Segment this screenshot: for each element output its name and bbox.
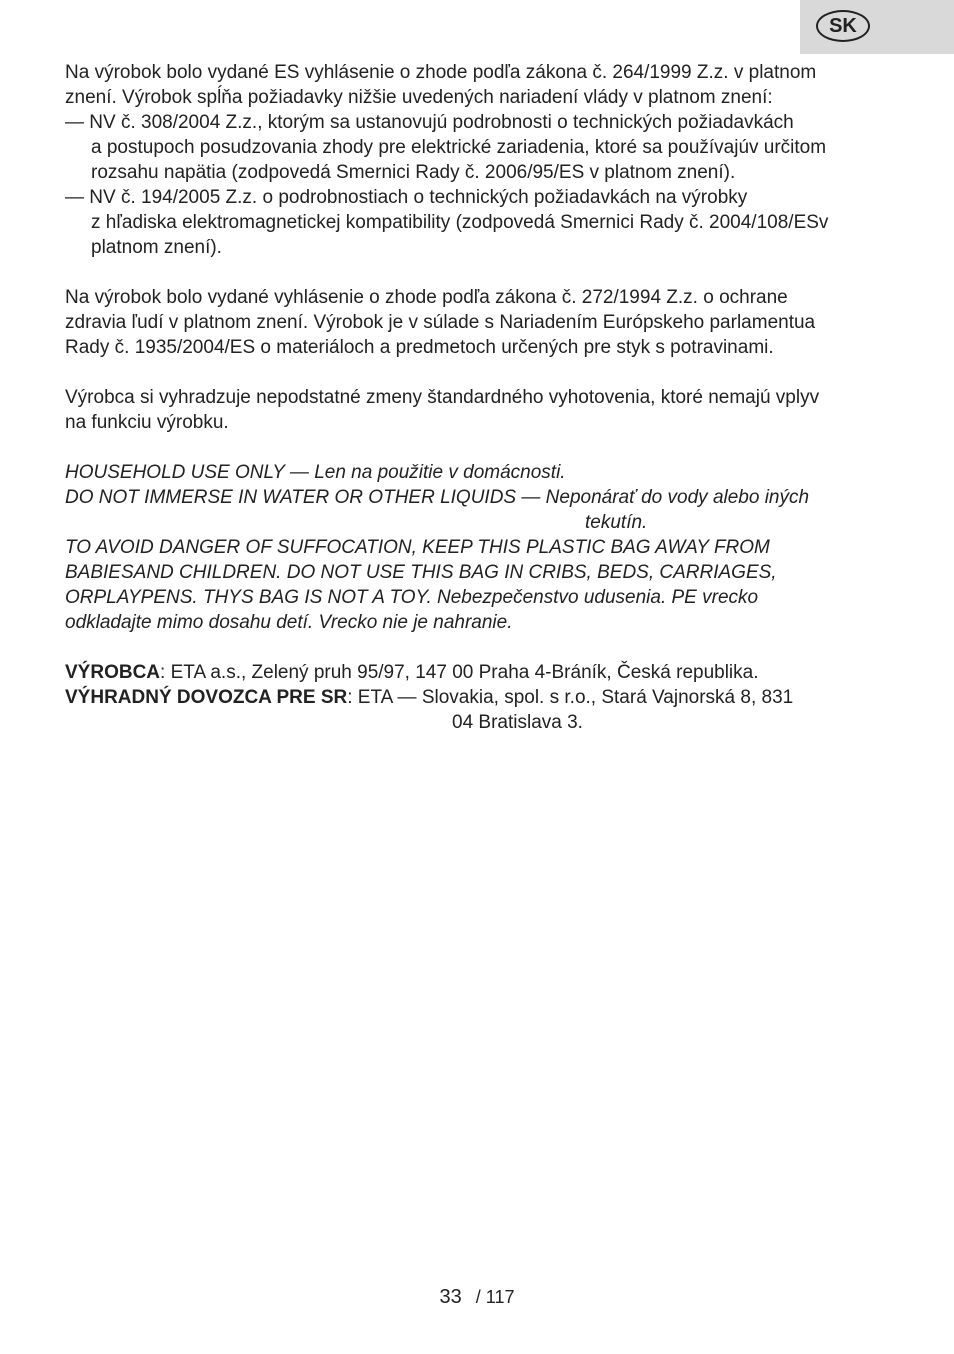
health-paragraph <box>65 285 895 360</box>
text-line: z hľadiska elektromagnetickej kompatibility (zodpovedá Smernici Rady č. 2004/108/ESv <box>91 212 829 233</box>
warnings-paragraph <box>65 460 895 635</box>
text-line: ORPLAYPENS. THYS BAG IS NOT A TOY. Nebezpečenstvo udusenia. PE vrecko <box>65 587 759 608</box>
text-line: zdravia ľudí v platnom znení. Výrobok je v súlade s Nariadením Európskeho parlamentua <box>65 312 816 333</box>
text-line: rozsahu napätia (zodpovedá Smernici Rady č. 2006/95/ES v platnom znení). <box>91 162 736 183</box>
importer-value-continued: 04 Bratislava 3. <box>452 712 583 733</box>
manufacturer-value: : ETA a.s., Zelený pruh 95/97, 147 00 Praha 4-Bráník, Česká republika. <box>160 662 759 683</box>
text-line: Výrobca si vyhradzuje nepodstatné zmeny štandardného vyhotovenia, ktoré nemajú vplyv <box>65 387 820 408</box>
contacts-paragraph <box>65 660 895 735</box>
text-line: a postupoch posudzovania zhody pre elektrické zariadenia, ktoré sa používajúv určitom <box>91 137 827 158</box>
text-line: Na výrobok bolo vydané ES vyhlásenie o zhode podľa zákona č. 264/1999 Z.z. v platnom <box>65 62 817 83</box>
text-line: BABIESAND CHILDREN. DO NOT USE THIS BAG IN CRIBS, BEDS, CARRIAGES, <box>65 562 777 583</box>
importer-value: : ETA — Slovakia, spol. s r.o., Stará Vajnorská 8, 831 <box>347 687 794 708</box>
conformity-paragraph <box>65 60 895 260</box>
manufacturer-note-paragraph <box>65 385 895 435</box>
text-line: znení. Výrobok spĺňa požiadavky nižšie uvedených nariadení vlády v platnom znení: <box>65 87 773 108</box>
text-line: tekutín. <box>585 512 648 533</box>
document-body <box>65 60 895 735</box>
page-footer <box>0 1286 954 1309</box>
text-line: DO NOT IMMERSE IN WATER OR OTHER LIQUIDS — Neponárať do vody alebo iných <box>65 487 810 508</box>
importer-line <box>65 685 895 710</box>
text-line: na funkciu výrobku. <box>65 412 229 433</box>
page-total: / 117 <box>475 1287 515 1307</box>
text-line: HOUSEHOLD USE ONLY — Len na použitie v domácnosti. <box>65 462 566 483</box>
text-line: Rady č. 1935/2004/ES o materiáloch a predmetoch určených pre styk s potravinami. <box>65 337 774 358</box>
text-line: — NV č. 308/2004 Z.z., ktorým sa ustanovujú podrobnosti o technických požiadavkách <box>65 112 794 133</box>
language-tab <box>800 0 954 54</box>
text-line: — NV č. 194/2005 Z.z. o podrobnostiach o technických požiadavkách na výrobky <box>65 187 748 208</box>
importer-label: VÝHRADNÝ DOVOZCA PRE SR <box>65 687 348 708</box>
text-line: platnom znení). <box>91 237 222 258</box>
text-line: Na výrobok bolo vydané vyhlásenie o zhode podľa zákona č. 272/1994 Z.z. o ochrane <box>65 287 788 308</box>
text-line: TO AVOID DANGER OF SUFFOCATION, KEEP THIS PLASTIC BAG AWAY FROM <box>65 537 770 558</box>
manufacturer-line <box>65 660 895 685</box>
manufacturer-label: VÝROBCA <box>65 662 161 683</box>
language-badge: SK <box>816 10 870 42</box>
text-line: odkladajte mimo dosahu detí. Vrecko nie je nahranie. <box>65 612 513 633</box>
page-number: 33 <box>439 1286 462 1308</box>
